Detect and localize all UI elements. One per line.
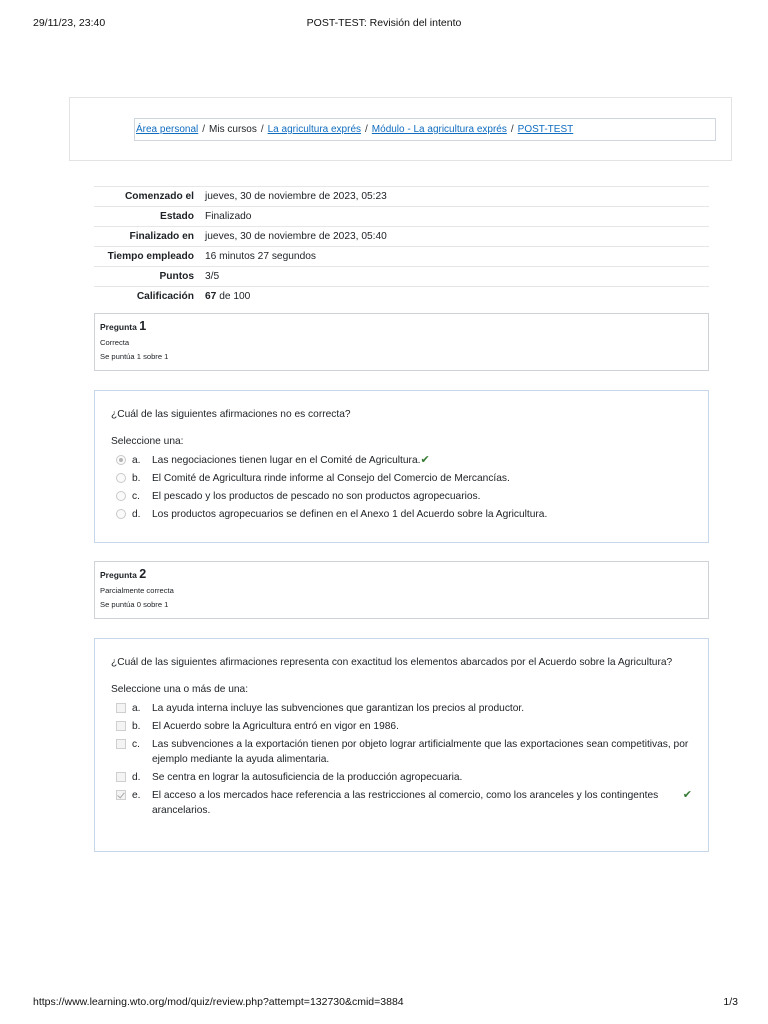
question-1-info: [94, 313, 709, 371]
question-num: 2: [139, 567, 147, 581]
question-label: Pregunta: [100, 570, 137, 580]
answer-option-a[interactable]: [111, 451, 692, 469]
question-text: ¿Cuál de las siguientes afirmaciones no es correcta?: [111, 409, 351, 420]
breadcrumb-separator: /: [260, 124, 264, 135]
question-state: Correcta: [100, 338, 130, 347]
question-2-info: [94, 561, 709, 619]
question-num: 1: [139, 319, 147, 333]
answer-text-value: Las negociaciones tienen lugar en el Comité de Agricultura.: [152, 454, 421, 466]
answer-text: El Comité de Agricultura rinde informe al Consejo del Comercio de Mercancías.: [152, 472, 510, 484]
question-state: Parcialmente correcta: [100, 586, 174, 595]
summary-label: Tiempo empleado: [107, 251, 194, 262]
answer-letter: d.: [132, 771, 141, 783]
answer-letter: c.: [132, 490, 140, 502]
checkbox-checked[interactable]: [116, 790, 126, 800]
summary-row-state: [94, 207, 709, 227]
radio-button[interactable]: [116, 509, 126, 519]
answer-option-c[interactable]: [111, 735, 692, 768]
breadcrumb-area-personal[interactable]: Área personal: [136, 124, 199, 135]
breadcrumb: [134, 118, 716, 141]
summary-value: jueves, 30 de noviembre de 2023, 05:23: [205, 191, 387, 202]
print-url: https://www.learning.wto.org/mod/quiz/review.php?attempt=132730&cmid=3884: [33, 996, 404, 1008]
breadcrumb-course[interactable]: La agricultura exprés: [267, 124, 362, 135]
answer-letter: c.: [132, 738, 140, 750]
print-page-number: 1/3: [723, 996, 738, 1008]
page-header: [69, 97, 732, 161]
answer-text: [152, 453, 692, 468]
correct-check-icon: ✔: [420, 453, 430, 466]
answer-option-e[interactable]: [111, 786, 692, 819]
summary-row-started: [94, 187, 709, 207]
summary-value: jueves, 30 de noviembre de 2023, 05:40: [205, 231, 387, 242]
summary-label: Finalizado en: [129, 231, 194, 242]
summary-row-points: [94, 267, 709, 287]
summary-label: Puntos: [159, 271, 194, 282]
answer-text: Se centra en lograr la autosuficiencia de la producción agropecuaria.: [152, 771, 463, 783]
answer-option-b[interactable]: [111, 717, 692, 735]
question-label: Pregunta: [100, 322, 137, 332]
summary-label: Comenzado el: [124, 191, 194, 202]
radio-button-checked[interactable]: [116, 455, 126, 465]
breadcrumb-mis-cursos: Mis cursos: [209, 124, 257, 135]
answer-option-d[interactable]: [111, 505, 692, 523]
summary-row-grade: [94, 287, 709, 307]
summary-label: Estado: [160, 211, 194, 222]
answer-text: Las subvenciones a la exportación tienen por objeto lograr artificialmente que las exportaciones sean competitivas, por ejemplo mediante la ayuda alimentaria.: [152, 738, 689, 765]
answer-text: El pescado y los productos de pescado no son productos agropecuarios.: [152, 490, 481, 502]
summary-label: Calificación: [136, 291, 194, 302]
answer-option-d[interactable]: [111, 768, 692, 786]
answer-prompt: Seleccione una o más de una:: [111, 684, 249, 695]
print-date: 29/11/23, 23:40: [33, 17, 106, 29]
question-1-content: [94, 390, 709, 543]
summary-row-finished: [94, 227, 709, 247]
breadcrumb-module[interactable]: Módulo - La agricultura exprés: [371, 124, 507, 135]
question-text: ¿Cuál de las siguientes afirmaciones representa con exactitud los elementos abarcados por el Acuerdo sobre la Agricultura?: [111, 657, 673, 668]
answer-letter: e.: [132, 789, 141, 801]
radio-button[interactable]: [116, 473, 126, 483]
checkbox[interactable]: [116, 739, 126, 749]
answer-letter: b.: [132, 720, 141, 732]
summary-value: Finalizado: [205, 211, 252, 222]
checkbox[interactable]: [116, 721, 126, 731]
grade-suffix: de 100: [219, 291, 251, 302]
breadcrumb-post-test[interactable]: POST-TEST: [517, 124, 574, 135]
breadcrumb-separator: /: [510, 124, 514, 135]
answer-text: Los productos agropecuarios se definen en el Anexo 1 del Acuerdo sobre la Agricultura.: [152, 508, 548, 520]
print-title: POST-TEST: Revisión del intento: [306, 17, 462, 29]
summary-value: 3/5: [205, 271, 220, 282]
summary-value: [199, 287, 709, 307]
summary-row-time: [94, 247, 709, 267]
answer-text: La ayuda interna incluye las subvenciones que garantizan los precios al productor.: [152, 702, 525, 714]
summary-value: 16 minutos 27 segundos: [205, 251, 317, 262]
answer-letter: a.: [132, 702, 141, 714]
answer-letter: b.: [132, 472, 141, 484]
answer-prompt: Seleccione una:: [111, 436, 184, 447]
answer-letter: a.: [132, 454, 141, 466]
breadcrumb-separator: /: [202, 124, 206, 135]
breadcrumb-separator: /: [365, 124, 368, 135]
answer-text: El Acuerdo sobre la Agricultura entró en vigor en 1986.: [152, 720, 399, 732]
attempt-summary-table: [94, 186, 709, 306]
answer-option-c[interactable]: [111, 487, 692, 505]
question-number: [100, 319, 708, 333]
correct-check-icon: ✔: [682, 788, 692, 801]
checkbox[interactable]: [116, 703, 126, 713]
radio-button[interactable]: [116, 491, 126, 501]
question-grade: Se puntúa 0 sobre 1: [100, 600, 169, 609]
grade-value: 67: [205, 291, 217, 302]
question-number: [100, 567, 708, 581]
answer-text: El acceso a los mercados hace referencia a las restricciones al comercio, como los aranceles y los contingentes arancelarios.: [152, 789, 659, 816]
answer-option-b[interactable]: [111, 469, 692, 487]
question-grade: Se puntúa 1 sobre 1: [100, 352, 169, 361]
checkbox[interactable]: [116, 772, 126, 782]
question-2-content: [94, 638, 709, 852]
answer-option-a[interactable]: [111, 699, 692, 717]
answer-letter: d.: [132, 508, 141, 520]
